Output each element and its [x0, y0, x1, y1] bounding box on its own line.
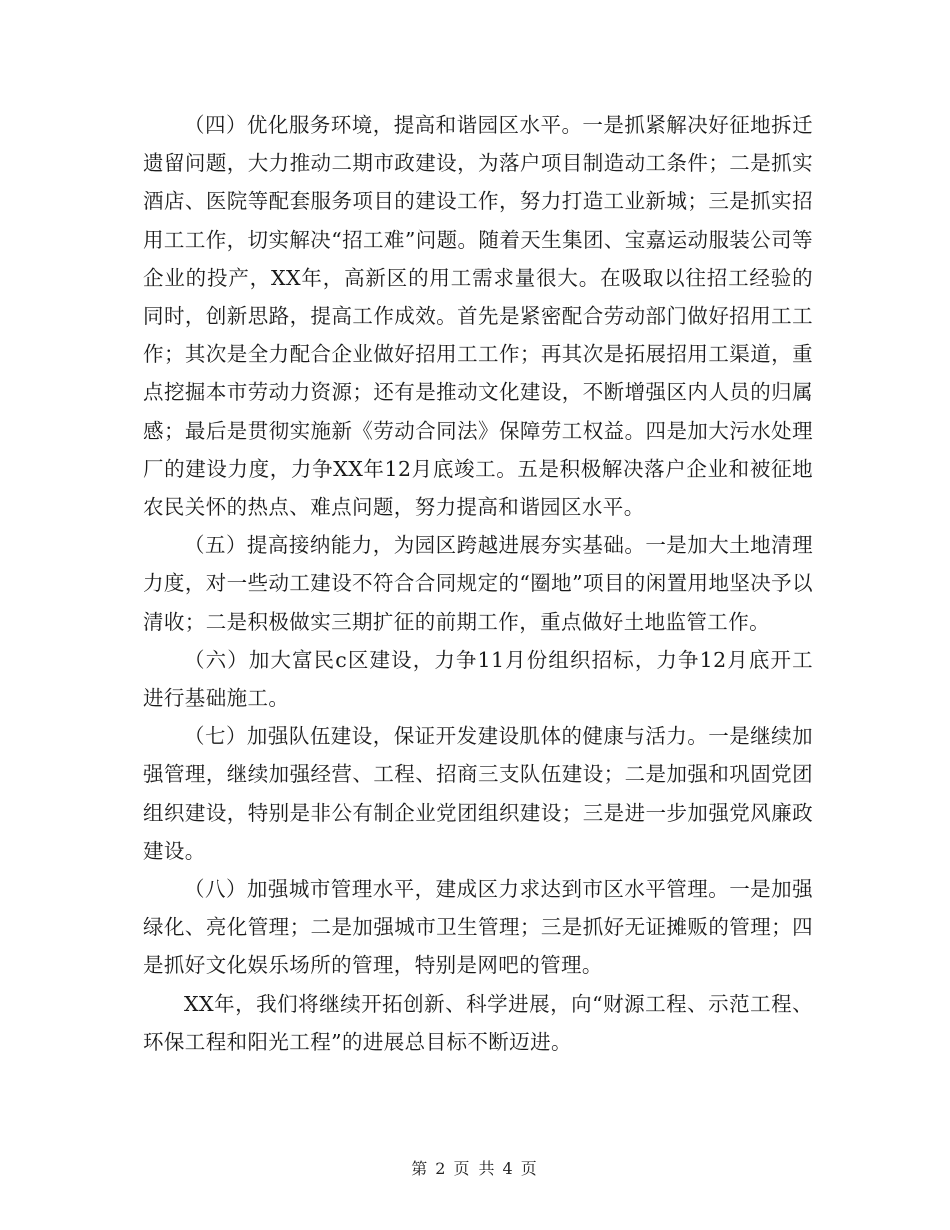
paragraph-six: （六）加大富民c区建设，力争11月份组织招标，力争12月底开工进行基础施工。 [143, 647, 813, 711]
paragraph-five: （五）提高接纳能力，为园区跨越进展夯实基础。一是加大土地清理力度，对一些动工建设不符合合同规定的“圈地”项目的闲置用地坚决予以清收；二是积极做实三期扩征的前期工作，重点做好土地监管工作。 [143, 533, 813, 634]
footer-page-number: 2 [435, 1159, 448, 1178]
page-footer [0, 1156, 950, 1179]
footer-prefix: 第 [411, 1159, 430, 1178]
document-body [143, 106, 813, 1061]
paragraph-closing: XX年，我们将继续开拓创新、科学进展，向“财源工程、示范工程、环保工程和阳光工程”的进展总目标不断迈进。 [143, 991, 813, 1054]
paragraph-four: （四）优化服务环境，提高和谐园区水平。一是抓紧解决好征地拆迁遗留问题，大力推动二期市政建设，为落户项目制造动工条件；二是抓实酒店、医院等配套服务项目的建设工作，努力打造工业新城；三是抓实招用工工作，切实解决“招工难”问题。随着天生集团、宝嘉运动服装公司等企业的投产，XX年，高新区的用工需求量很大。在吸取以往招工经验的同时，创新思路，提高工作成效。首先是紧密配合劳动部门做好招用工工作；其次是全力配合企业做好招用工工作；再其次是拓展招用工渠道，重点挖掘本市劳动力资源；还有是推动文化建设，不断增强区内人员的归属感；最后是贯彻实施新《劳动合同法》保障劳工权益。四是加大污水处理厂的建设力度，力争XX年12月底竣工。五是积极解决落户企业和被征地农民关怀的热点、难点问题，努力提高和谐园区水平。 [143, 113, 813, 520]
paragraph-eight: （八）加强城市管理水平，建成区力求达到市区水平管理。一是加强绿化、亮化管理；二是加强城市卫生管理；三是抓好无证摊贩的管理；四是抓好文化娱乐场所的管理，特别是网吧的管理。 [143, 877, 813, 978]
footer-middle: 页 共 [453, 1159, 497, 1178]
footer-total-pages: 4 [502, 1159, 515, 1178]
footer-suffix: 页 [520, 1159, 539, 1178]
paragraph-seven: （七）加强队伍建设，保证开发建设肌体的健康与活力。一是继续加强管理，继续加强经营、工程、招商三支队伍建设；二是加强和巩固党团组织建设，特别是非公有制企业党团组织建设；三是进一步加强党风廉政建设。 [143, 724, 813, 863]
